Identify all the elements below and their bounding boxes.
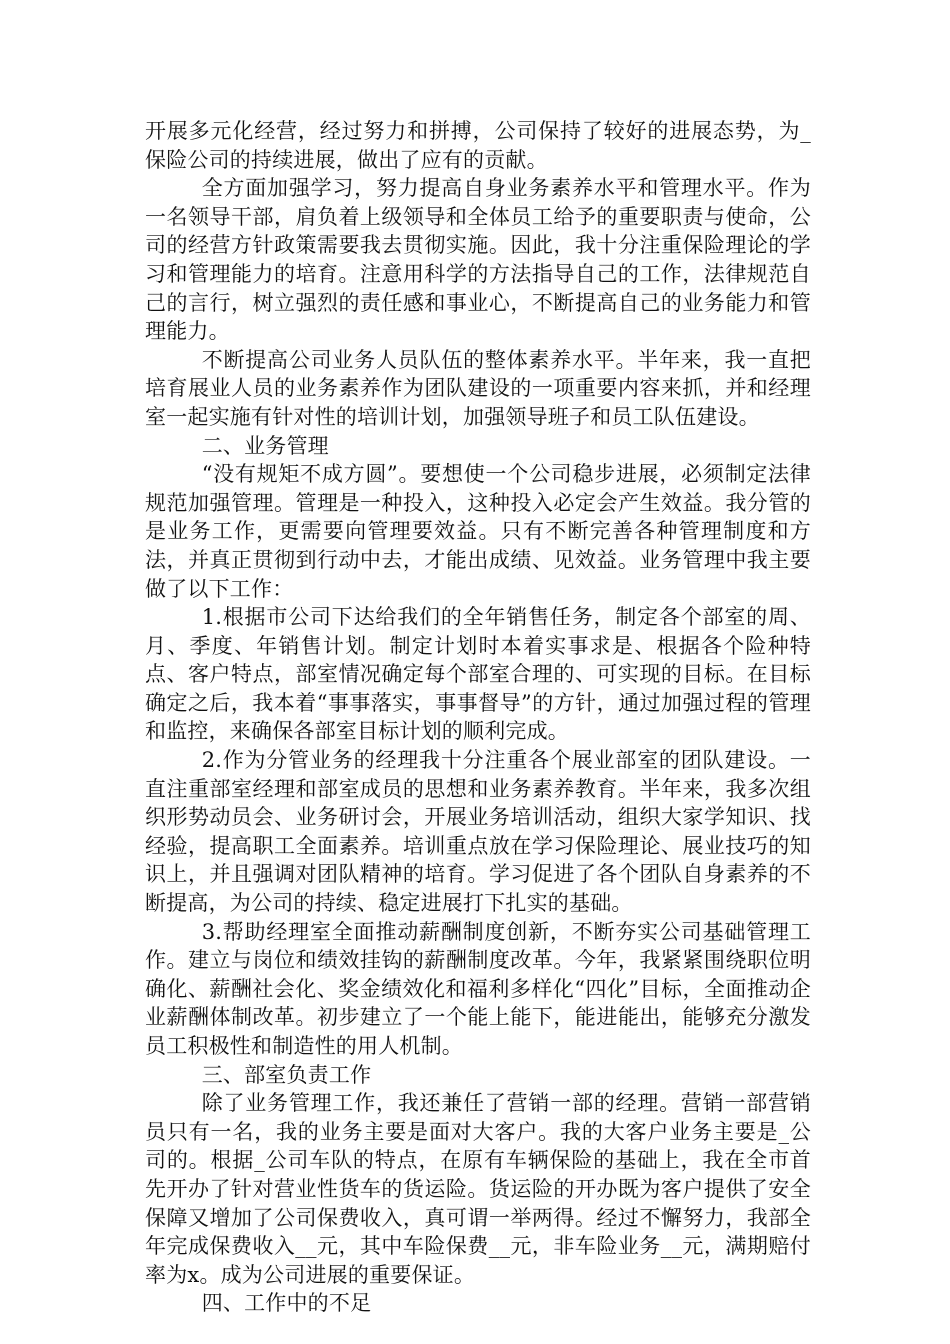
paragraph-item-3: 3.帮助经理室全面推动薪酬制度创新，不断夯实公司基础管理工作。建立与岗位和绩效挂钩的薪酬制度改革。今年，我紧紧围绕职位明确化、薪酬社会化、奖金绩效化和福利多样化“四化”目标，全面推动企业薪酬体制改革。初步建立了一个能上能下，能进能出，能够充分激发员工积极性和制造性的用人机制。	[145, 919, 811, 1058]
paragraph-department-work: 除了业务管理工作，我还兼任了营销一部的经理。营销一部营销员只有一名，我的业务主要是面对大客户。我的大客户业务主要是_公司的。根据_公司车队的特点，在原有车辆保险的基础上，我在全市首先开办了针对营业性货车的货运险。货运险的开办既为客户提供了安全保障又增加了公司保费收入，真可谓一举两得。经过不懈努力，我部全年完成保费收入__元，其中车险保费__元，非车险业务__元，满期赔付率为x。成为公司进展的重要保证。	[145, 1091, 811, 1287]
paragraph-item-2: 2.作为分管业务的经理我十分注重各个展业部室的团队建设。一直注重部室经理和部室成员的思想和业务素养教育。半年来，我多次组织形势动员会、业务研讨会，开展业务培训活动，组织大家学知识、找经验，提高职工全面素养。培训重点放在学习保险理论、展业技巧的知识上，并且强调对团队精神的培育。学习促进了各个团队自身素养的不断提高，为公司的持续、稳定进展打下扎实的基础。	[145, 748, 811, 916]
section-heading-business-management: 二、业务管理	[201, 433, 329, 458]
paragraph-team-quality: 不断提高公司业务人员队伍的整体素养水平。半年来，我一直把培育展业人员的业务素养作为团队建设的一项重要内容来抓，并和经理室一起实施有针对性的培训计划，加强领导班子和员工队伍建设。	[145, 347, 811, 429]
paragraph-study: 全方面加强学习，努力提高自身业务素养水平和管理水平。作为一名领导干部，肩负着上级领导和全体员工给予的重要职责与使命，公司的经营方针政策需要我去贯彻实施。因此，我十分注重保险理论的学习和管理能力的培育。注意用科学的方法指导自己的工作，法律规范自己的言行，树立强烈的责任感和事业心，不断提高自己的业务能力和管理能力。	[145, 176, 811, 344]
section-heading-shortcomings: 四、工作中的不足	[201, 1291, 372, 1316]
paragraph-item-1: 1.根据市公司下达给我们的全年销售任务，制定各个部室的周、月、季度、年销售计划。制定计划时本着实事求是、根据各个险种特点、客户特点，部室情况确定每个部室合理的、可实现的目标。在目标确定之后，我本着“事事落实，事事督导”的方针，通过加强过程的管理和监控，来确保各部室目标计划的顺利完成。	[145, 605, 811, 744]
paragraph-intro-continued: 开展多元化经营，经过努力和拼搏，公司保持了较好的进展态势，为_保险公司的持续进展，做出了应有的贡献。	[145, 119, 811, 172]
document-page	[145, 117, 811, 1318]
paragraph-management-intro: “没有规矩不成方圆”。要想使一个公司稳步进展，必须制定法律规范加强管理。管理是一种投入，这种投入必定会产生效益。我分管的是业务工作，更需要向管理要效益。只有不断完善各种管理制度和方法，并真正贯彻到行动中去，才能出成绩、见效益。业务管理中我主要做了以下工作：	[145, 462, 811, 601]
section-heading-department-work: 三、部室负责工作	[201, 1062, 372, 1087]
